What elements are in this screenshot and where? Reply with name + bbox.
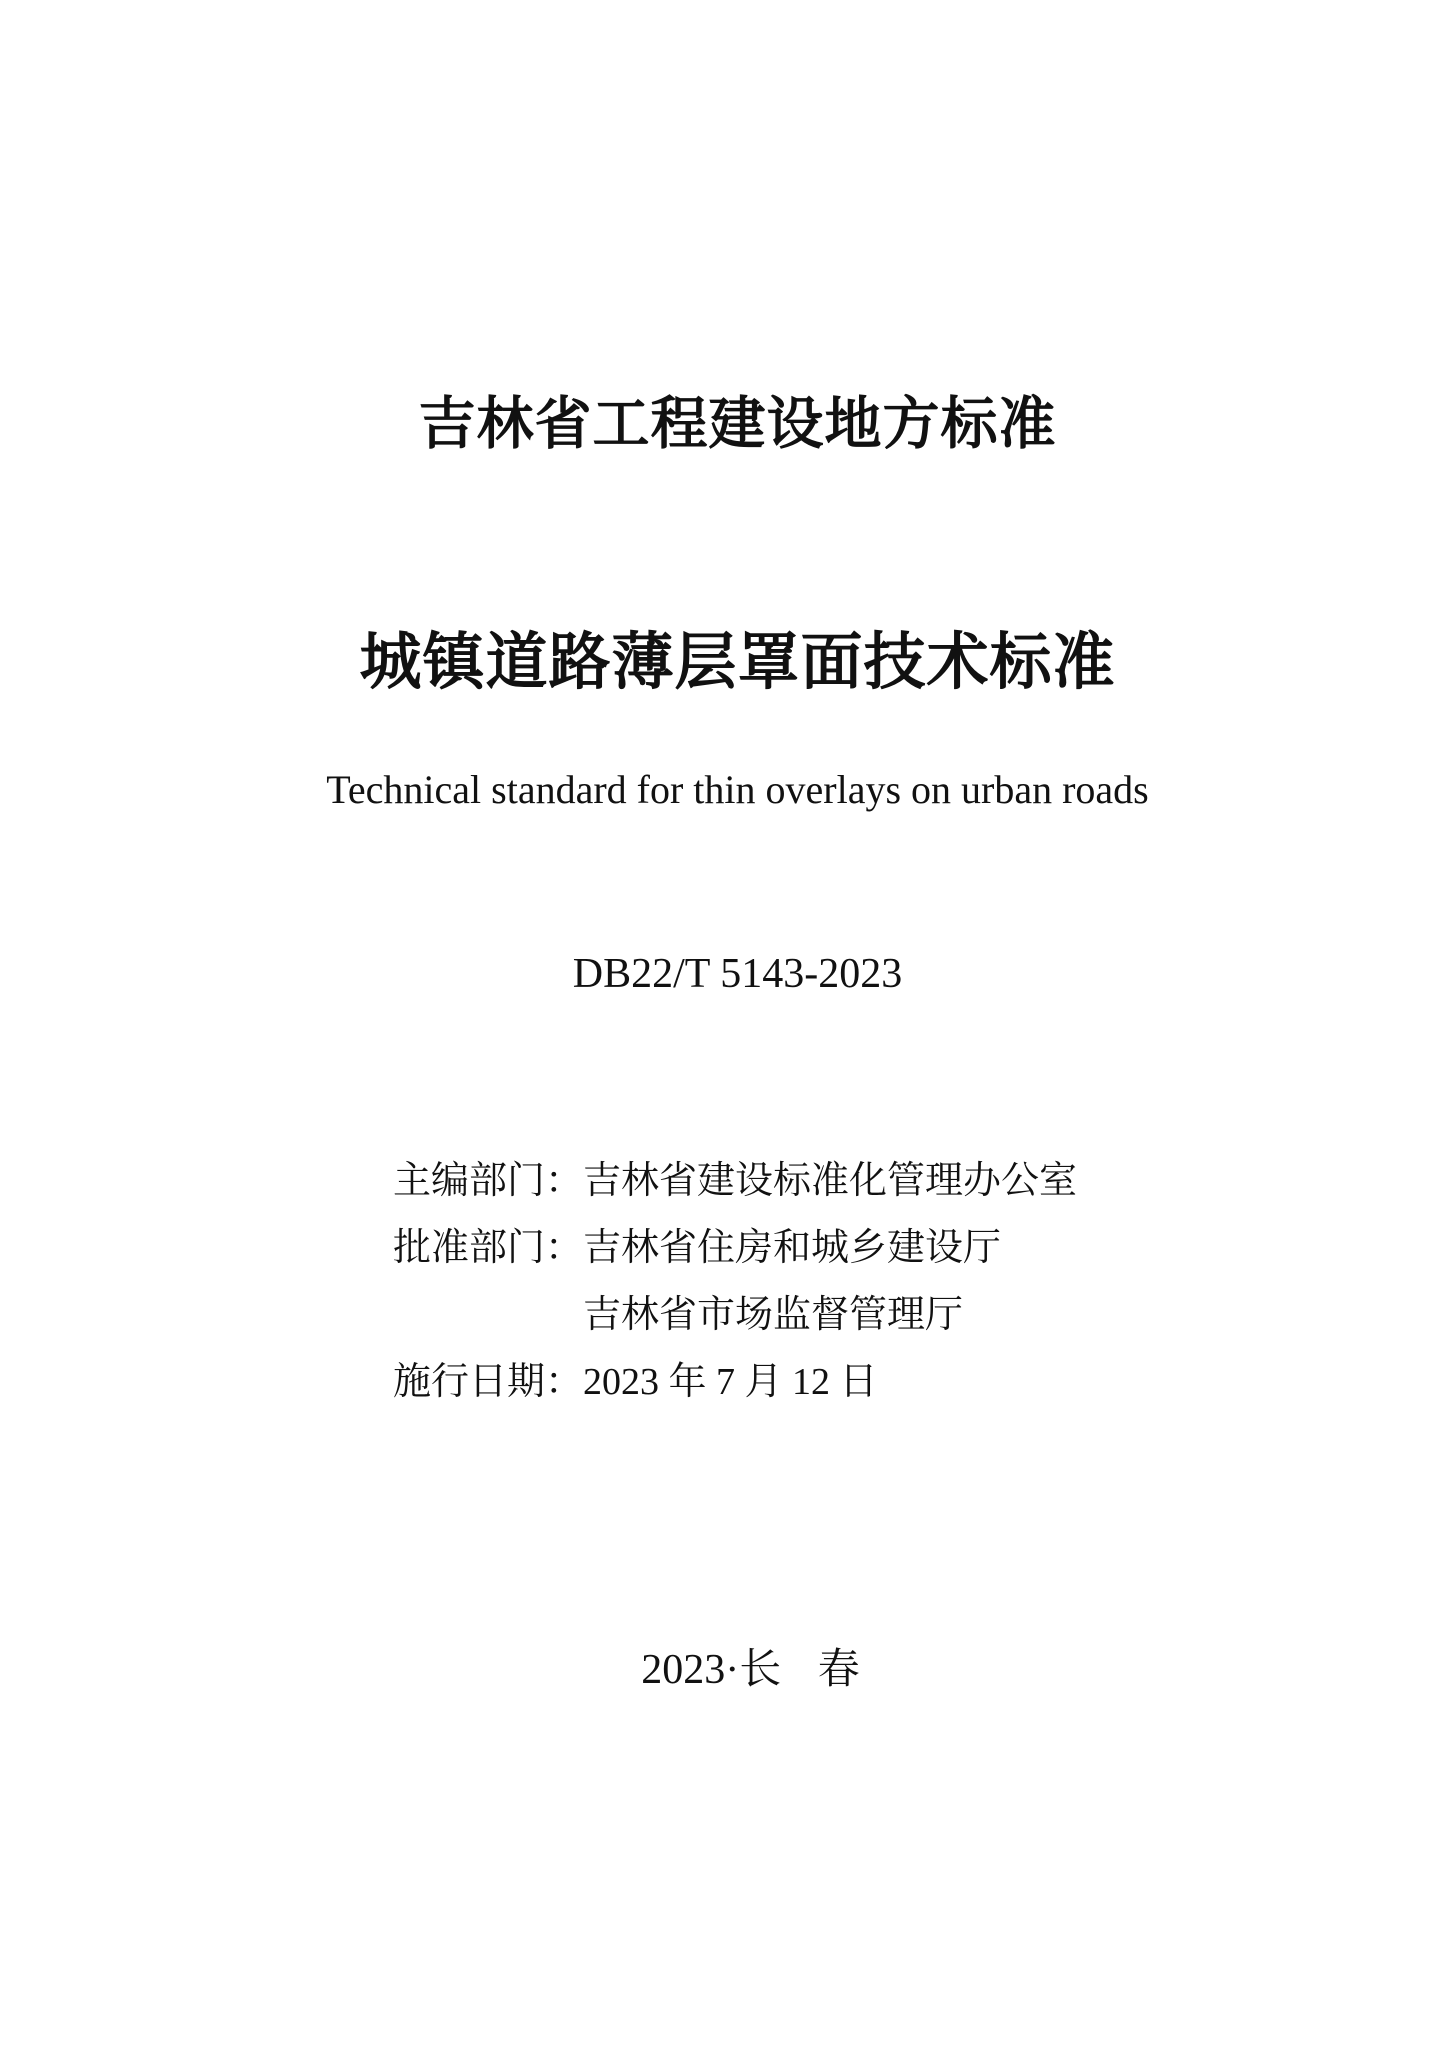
series-title: 吉林省工程建设地方标准	[418, 392, 1057, 456]
info-row-approval-2	[393, 1277, 1077, 1344]
chief-editor-value: 吉林省建设标准化管理办公室	[583, 1160, 1078, 1202]
approval-value-2: 吉林省市场监督管理厅	[583, 1294, 964, 1336]
info-row-approval	[393, 1210, 1077, 1277]
effective-date-label: 施行日期：	[393, 1361, 584, 1403]
approval-label: 批准部门：	[393, 1227, 584, 1269]
main-title: 城镇道路薄层罩面技术标准	[359, 628, 1116, 697]
info-row-effective-date	[393, 1344, 1077, 1411]
effective-date-value: 2023 年 7 月 12 日	[583, 1361, 878, 1403]
info-block	[393, 1143, 1077, 1411]
info-row-chief-editor	[393, 1143, 1077, 1210]
approval-value-1: 吉林省住房和城乡建设厅	[583, 1227, 1002, 1269]
standard-code: DB22/T 5143-2023	[572, 951, 903, 997]
chief-editor-label: 主编部门：	[393, 1160, 584, 1202]
english-title: Technical standard for thin overlays on urban roads	[326, 767, 1149, 812]
publish-line: 2023·长 春	[641, 1647, 860, 1693]
